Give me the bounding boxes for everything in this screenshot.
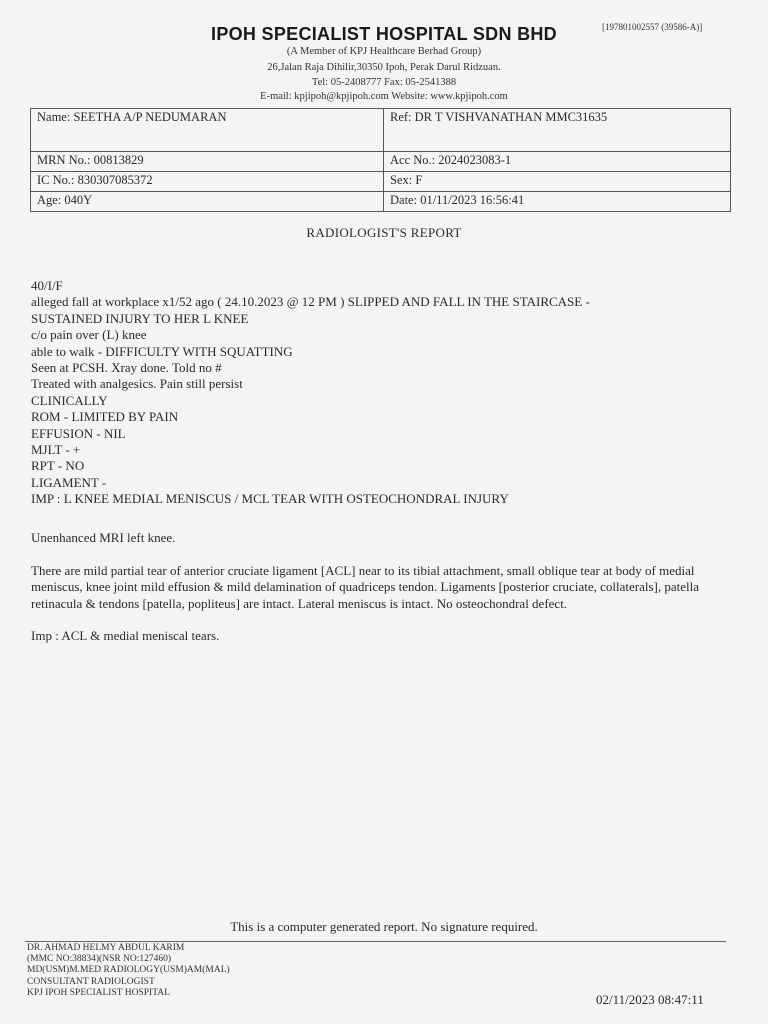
ic-number: IC No.: 830307085372: [31, 172, 384, 192]
footer-divider: [25, 941, 726, 942]
email-line: E-mail: kpjipoh@kpjipoh.com Website: www.kpjipoh.com: [260, 91, 508, 102]
patient-info-table: [30, 108, 731, 212]
clinical-line: EFFUSION - NIL: [31, 425, 126, 441]
referring-doctor: Ref: DR T VISHVANATHAN MMC31635: [384, 109, 731, 152]
radiologist-name: DR. AHMAD HELMY ABDUL KARIM: [27, 943, 185, 953]
clinical-line: IMP : L KNEE MEDIAL MENISCUS / MCL TEAR WITH OSTEOCHONDRAL INJURY: [31, 491, 509, 507]
clinical-line: 40/I/F: [31, 278, 63, 293]
radiologist-hospital: KPJ IPOH SPECIALIST HOSPITAL: [27, 987, 170, 998]
patient-sex: Sex: F: [384, 172, 731, 192]
radiologist-registration: (MMC NO:38834)(NSR NO:127460): [27, 954, 172, 965]
patient-name: Name: SEETHA A/P NEDUMARAN: [31, 109, 384, 152]
company-registration-number: [197801002557 (39586-A)]: [602, 22, 703, 32]
patient-age: Age: 040Y: [31, 192, 384, 212]
findings-body: There are mild partial tear of anterior cruciate ligament [ACL] near to its tibial attachment, small oblique tear at body of medial meniscus, knee joint mild effusion & mild delamination of quadriceps tendon. Ligaments [posterior cruciate, collaterals], patella retinacula & tendons [patella, popliteus] are intact. Lateral meniscus is intact. No osteochondral defect.: [31, 562, 699, 611]
clinical-line: Treated with analgesics. Pain still persist: [31, 376, 243, 392]
clinical-line: LIGAMENT -: [31, 474, 107, 490]
mrn-number: MRN No.: 00813829: [31, 152, 384, 172]
phone-line: Tel: 05-2408777 Fax: 05-2541388: [311, 77, 457, 88]
clinical-line: SUSTAINED INJURY TO HER L KNEE: [31, 310, 249, 326]
report-title: RADIOLOGIST'S REPORT: [306, 225, 462, 240]
clinical-line: alleged fall at workplace x1/52 ago ( 24.10.2023 @ 12 PM ) SLIPPED AND FALL IN THE STAIRCASE -: [31, 294, 590, 310]
clinical-line: MJLT - +: [31, 442, 81, 458]
study-description: Unenhanced MRI left knee.: [31, 530, 176, 545]
radiologist-title: CONSULTANT RADIOLOGIST: [27, 976, 155, 987]
member-line: (A Member of KPJ Healthcare Berhad Group): [286, 46, 482, 57]
clinical-line: Seen at PCSH. Xray done. Told no #: [31, 360, 222, 376]
report-date: Date: 01/11/2023 16:56:41: [384, 192, 731, 212]
findings-section: [31, 530, 731, 661]
clinical-history: [31, 278, 731, 508]
print-timestamp: 02/11/2023 08:47:11: [596, 992, 704, 1007]
address-line: 26,Jalan Raja Dihilir,30350 Ipoh, Perak Darul Ridzuan.: [267, 62, 501, 73]
clinical-line: CLINICALLY: [31, 392, 108, 408]
clinical-line: c/o pain over (L) knee: [31, 327, 147, 343]
clinical-line: RPT - NO: [31, 458, 85, 474]
clinical-line: able to walk - DIFFICULTY WITH SQUATTING: [31, 343, 293, 359]
hospital-name: IPOH SPECIALIST HOSPITAL SDN BHD: [211, 24, 557, 44]
computer-generated-note: This is a computer generated report. No signature required.: [230, 919, 538, 934]
account-number: Acc No.: 2024023083-1: [384, 152, 731, 172]
radiologist-signature-block: [27, 943, 230, 999]
impression: Imp : ACL & medial meniscal tears.: [31, 628, 220, 643]
radiologist-qualifications: MD(USM)M.MED RADIOLOGY(USM)AM(MAL): [27, 965, 230, 976]
clinical-line: ROM - LIMITED BY PAIN: [31, 409, 179, 425]
